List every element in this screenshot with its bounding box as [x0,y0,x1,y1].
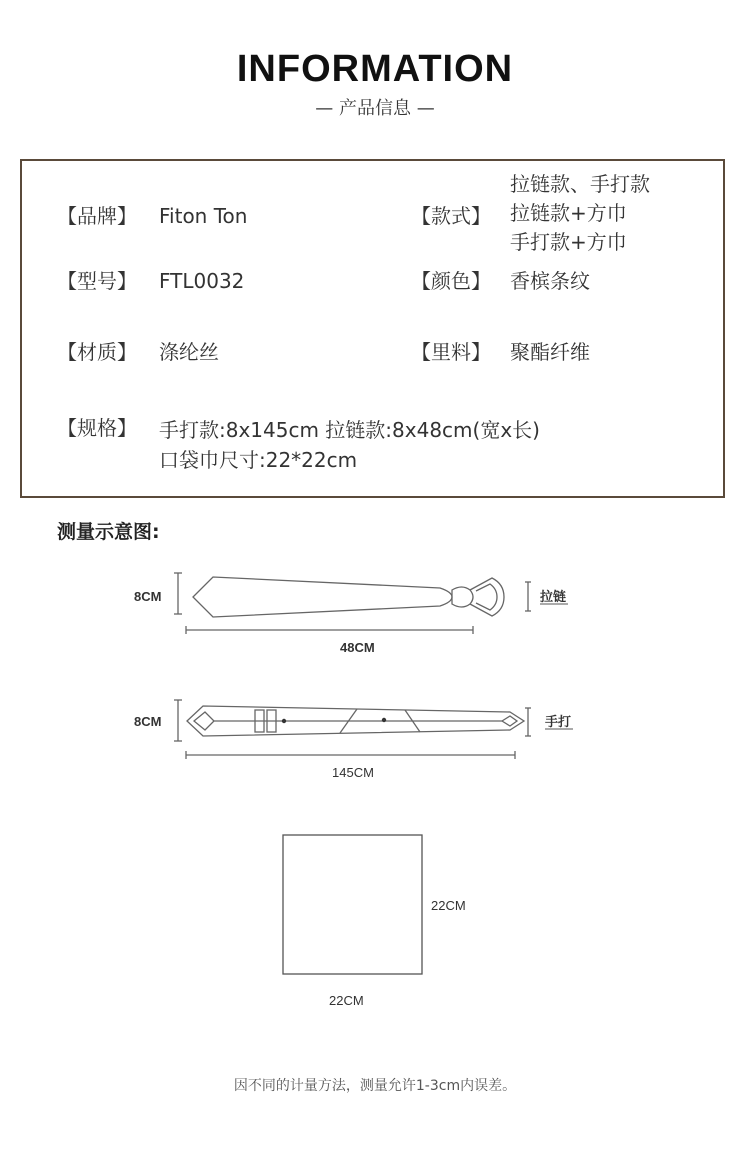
zipper-length-label: 48CM [340,640,375,655]
hand-tie-dot-2 [382,718,386,722]
measure-heading: 测量示意图: [57,521,160,543]
material-value: 涤纶丝 [159,340,219,364]
zipper-width-label: 8CM [134,589,162,604]
brand-label: 【品牌】 [57,204,137,228]
color-value: 香槟条纹 [510,269,590,293]
measurement-diagram [0,540,750,1060]
page-title: INFORMATION [236,48,514,90]
spec-label: 【规格】 [57,416,137,440]
color-label: 【颜色】 [411,269,491,293]
model-value: FTL0032 [159,269,245,293]
spec-line-2: 口袋巾尺寸:22*22cm [159,448,358,472]
square-side-right-label: 22CM [431,898,466,913]
style-value-1: 拉链款、手打款 [510,172,650,196]
lining-label: 【里料】 [411,340,491,364]
hand-width-label: 8CM [134,714,162,729]
hand-tie-drawing [174,700,531,759]
pocket-square-outline [283,835,422,974]
square-side-bottom-label: 22CM [329,993,364,1008]
brand-value: Fiton Ton [159,204,248,228]
style-value-3: 手打款+方巾 [510,230,627,254]
hand-tie-dot-1 [282,719,286,723]
style-value-2: 拉链款+方巾 [510,201,627,225]
model-label: 【型号】 [57,269,137,293]
hand-length-label: 145CM [332,765,374,780]
material-label: 【材质】 [57,340,137,364]
zipper-tag-label: 拉链 [540,589,567,604]
measurement-error-note: 因不同的计量方法，测量允许1-3cm内误差。 [233,1078,517,1094]
hand-tag-label: 手打 [545,714,572,729]
lining-value: 聚酯纤维 [510,340,590,364]
page-subtitle: — 产品信息 — [315,98,435,119]
zipper-tie-drawing [174,573,531,634]
style-label: 【款式】 [411,204,491,228]
spec-line-1: 手打款:8x145cm 拉链款:8x48cm(宽x长) [159,418,540,442]
